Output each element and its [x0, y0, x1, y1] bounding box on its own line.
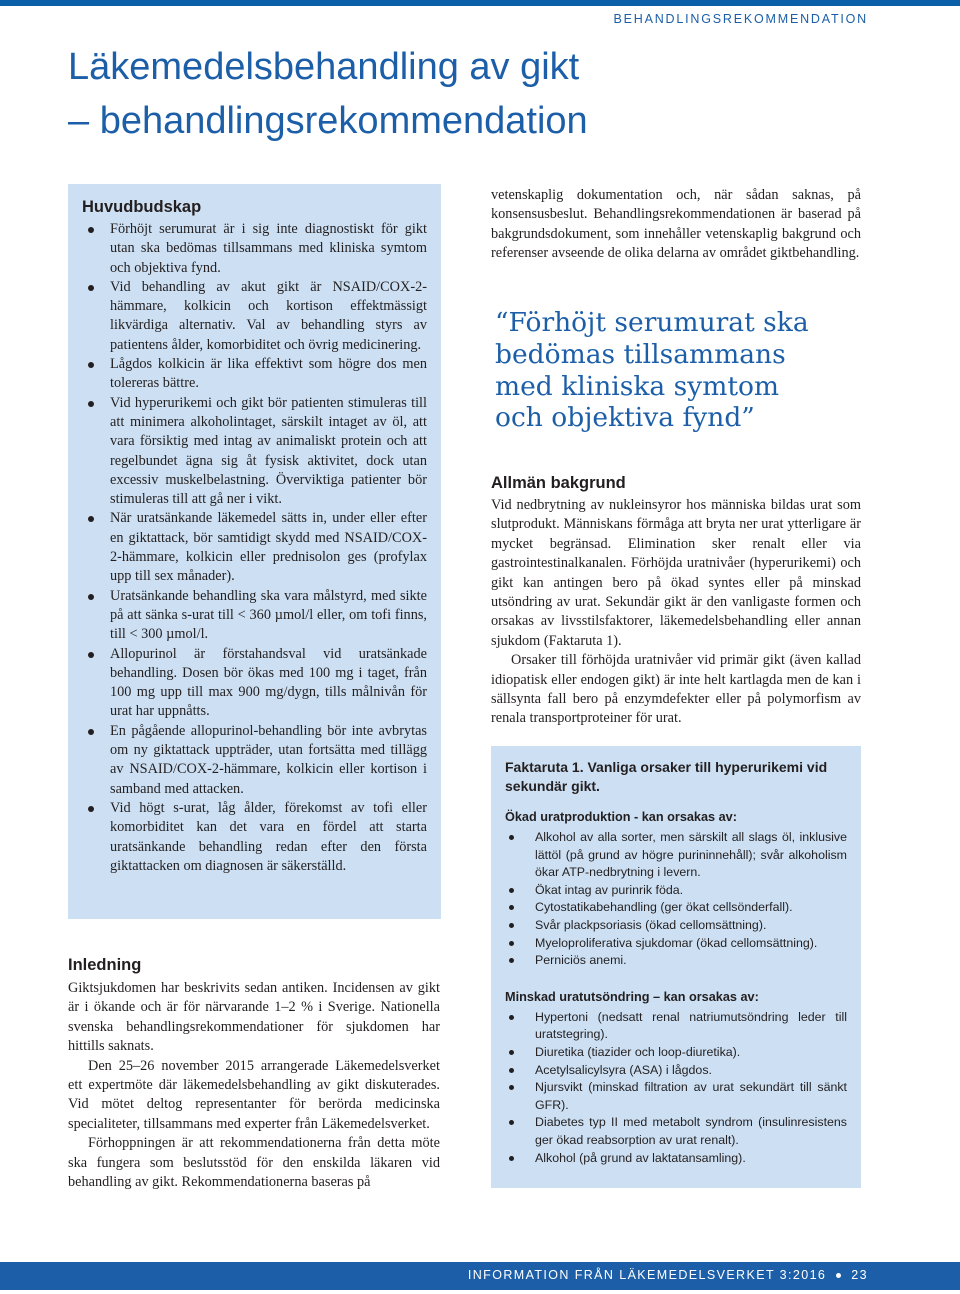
- fact-box-list: [505, 1009, 847, 1167]
- introduction-heading: Inledning: [68, 956, 142, 974]
- fact-box-item: Diuretika (tiazider och loop-diuretika).: [505, 1044, 847, 1062]
- fact-box-item: Cytostatikabehandling (ger ökat cellsönderfall).: [505, 899, 847, 917]
- fact-box-section-heading: Ökad uratproduktion - kan orsakas av:: [505, 810, 737, 824]
- pull-quote-line-1: “Förhöjt serumurat ska: [495, 307, 809, 338]
- page-number: 23: [851, 1268, 868, 1282]
- introduction-continued-paragraph: vetenskaplig dokumentation och, när sådan saknas, på konsensusbeslut. Behandlingsrekommendationen är baserad på bakgrundsdokument, som innehåller vetenskaplig bakgrund och referenser avseende de olika delarna av området giktbehandling.: [491, 187, 861, 262]
- pull-quote-line-2: bedömas tillsammans: [495, 338, 786, 370]
- key-messages-heading: Huvudbudskap: [82, 198, 202, 216]
- fact-box-item: Perniciös anemi.: [505, 952, 847, 970]
- fact-box-item: Alkohol av alla sorter, men särskilt all slags öl, inklusive lättöl (på grund av högre purininnehåll); svår alkoholism ökar ATP-nedbrytning i levern.: [505, 829, 847, 882]
- page-title-line-2: – behandlingsrekommendation: [68, 100, 588, 142]
- fact-box-item: Acetylsalicylsyra (ASA) i lågdos.: [505, 1062, 847, 1080]
- fact-box: [491, 746, 861, 1188]
- fact-box-section-heading: Minskad uratutsöndring – kan orsakas av:: [505, 989, 759, 1004]
- footer-bar: [0, 1262, 960, 1290]
- page-title: [68, 40, 788, 148]
- introduction-paragraph: Den 25–26 november 2015 arrangerade Läkemedelsverket ett expertmöte där läkemedelsbehandling av gikt diskuterades. Vid mötet deltog representanter för berörda medicinska specialiteter, tillsammans med experter från Läkemedelsverket.: [68, 1057, 440, 1132]
- key-message-item: Vid högt s-urat, låg ålder, förekomst av tofi eller komorbiditet kan det vara en fördel att starta uratsänkande behandling redan efter den första giktattacken om diagnosen är säkerställd.: [82, 799, 427, 876]
- fact-box-title: Faktaruta 1. Vanliga orsaker till hyperurikemi vid sekundär gikt.: [505, 759, 828, 794]
- general-background-heading: Allmän bakgrund: [491, 474, 626, 492]
- introduction-paragraph: Förhoppningen är att rekommendationerna från detta möte ska fungera som beslutsstöd för den enskilda läkaren vid behandling av gikt. Rekommendationerna baseras på: [68, 1135, 440, 1191]
- key-message-item: Allopurinol är förstahandsval vid uratsänkade behandling. Dosen bör ökas med 100 mg i taget, från 100 mg upp till max 900 mg/dygn, tills målnivån för urat har uppnåtts.: [82, 645, 427, 722]
- general-background-section: [491, 474, 861, 729]
- general-background-paragraph: Vid nedbrytning av nukleinsyror hos människa bildas urat som slutprodukt. Människans förmåga att bryta ner urat ytterligare är mycket begränsad. Elimination sker renalt eller via gastrointestinalkanalen. Förhöjda uratnivåer (hyperurikemi) och gikt kan antingen bero på ökad syntes eller på minskad utsöndring av urat. Sekundär gikt är den vanligaste formen och orsakas av livsstilsfaktorer, läkemedelsbehandling eller annan sjukdom (Faktaruta 1).: [491, 497, 861, 649]
- fact-box-item: Svår plackpsoriasis (ökad cellomsättning).: [505, 917, 847, 935]
- fact-box-item: Alkohol (på grund av laktatansamling).: [505, 1150, 847, 1168]
- key-message-item: Förhöjt serumurat är i sig inte diagnostiskt för gikt utan ska bedömas tillsammans med kliniska symtom och objektiva fynd.: [82, 220, 427, 278]
- key-message-item: Lågdos kolkicin är lika effektivt som högre dos men tolereras bättre.: [82, 355, 427, 394]
- pull-quote: [495, 307, 865, 434]
- top-accent-bar: [0, 0, 960, 6]
- fact-box-item: Njursvikt (minskad filtration av urat sekundärt till sänkt GFR).: [505, 1079, 847, 1114]
- fact-box-list: [505, 829, 847, 970]
- section-label: BEHANDLINGSREKOMMENDATION: [613, 12, 868, 26]
- footer-text: [468, 1268, 868, 1282]
- page-title-line-1: Läkemedelsbehandling av gikt: [68, 46, 580, 88]
- fact-box-item: Myeloproliferativa sjukdomar (ökad cellomsättning).: [505, 935, 847, 953]
- introduction-continued: [491, 186, 861, 264]
- key-message-item: En pågående allopurinol-behandling bör inte avbrytas om ny giktattack uppträder, utan fortsätta med tillägg av NSAID/COX-2-hämmare, kolkicin eller kortison i samband med attacken.: [82, 722, 427, 799]
- publication-name: INFORMATION FRÅN LÄKEMEDELSVERKET 3:2016: [467, 1268, 827, 1282]
- key-message-item: Vid hyperurikemi och gikt bör patienten stimuleras till att minimera alkoholintaget, särskilt intaget av öl, att vara försiktig med intag av animaliskt protein och att regelbundet ägna sig åt fysisk aktivitet, dock utan excessiv muskelbelastning. Överviktiga patienter bör stimuleras till att gå ner i vikt.: [82, 394, 427, 510]
- pull-quote-line-3: med kliniska symtom: [495, 370, 780, 402]
- pull-quote-line-4: och objektiva fynd”: [495, 402, 755, 434]
- key-messages-list: [82, 220, 427, 876]
- fact-box-item: Ökat intag av purinrik föda.: [505, 882, 847, 900]
- key-messages-box: [68, 184, 441, 919]
- fact-box-item: Hypertoni (nedsatt renal natriumutsöndring leder till uratstegring).: [505, 1009, 847, 1044]
- key-message-item: Uratsänkande behandling ska vara målstyrd, med sikte på att sänka s-urat till < 360 µmol/l eller, om tofi finns, till < 300 µmol/l.: [82, 587, 427, 645]
- key-message-item: Vid behandling av akut gikt är NSAID/COX-2-hämmare, kolkicin och kortison effektmässigt likvärdiga alternativ. Val av behandling styrs av patientens ålder, komorbiditet och övrig medicinering.: [82, 278, 427, 355]
- bullet-separator-icon: [836, 1273, 841, 1278]
- key-message-item: När uratsänkande läkemedel sätts in, under eller efter en giktattack, bör samtidigt skydd med NSAID/COX-2-hämmare, kolkicin eller prednisolon ges (profylax upp till sex månader).: [82, 509, 427, 586]
- introduction-paragraph: Giktsjukdomen har beskrivits sedan antiken. Incidensen av gikt är i ökande och är för närvarande 1–2 % i Sverige. Nationella svenska behandlingsrekommendationer för sjukdomen har hittills saknats.: [68, 980, 440, 1055]
- general-background-paragraph: Orsaker till förhöjda uratnivåer vid primär gikt (även kallad idiopatisk eller endogen gikt) är inte helt kartlagda men de kan i sällsynta fall bero på enzymdefekter eller på polymorfism av renala transportproteiner för urat.: [491, 652, 861, 727]
- introduction-section: [68, 956, 440, 1192]
- fact-box-item: Diabetes typ II med metabolt syndrom (insulinresistens ger ökad reabsorption av urat renalt).: [505, 1114, 847, 1149]
